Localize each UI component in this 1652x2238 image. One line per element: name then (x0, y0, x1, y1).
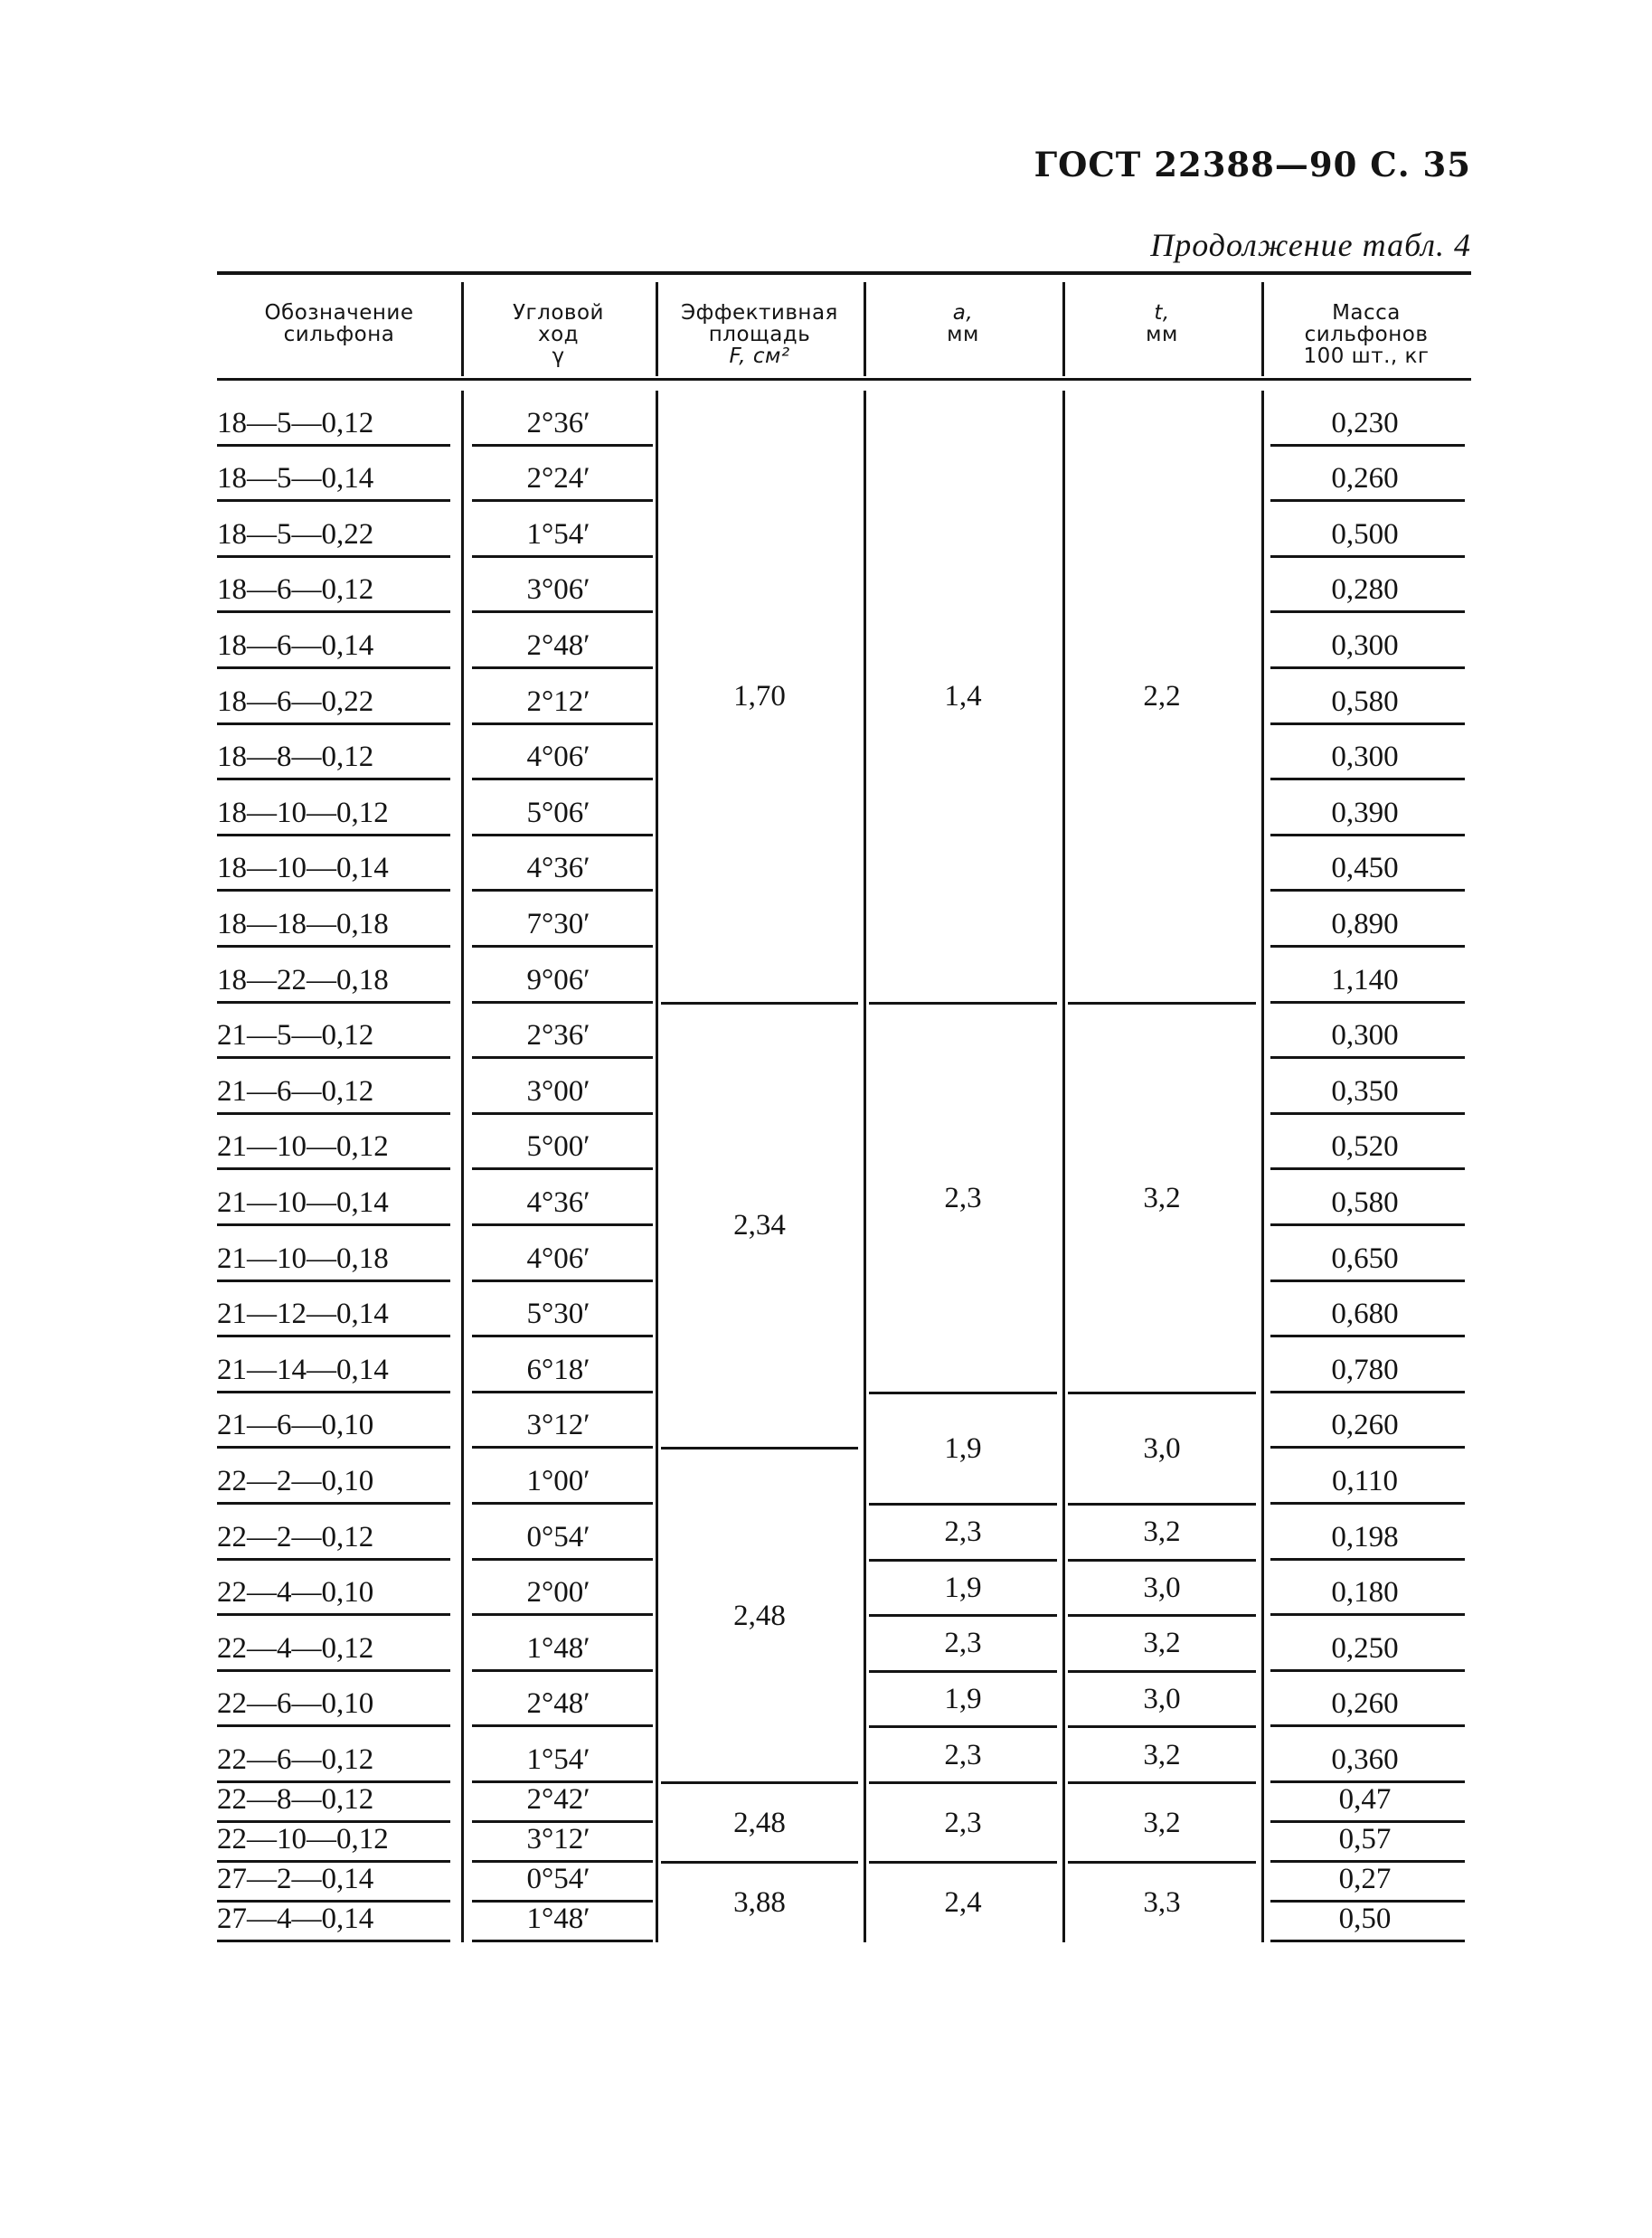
mass-cell: 0,300 (1331, 741, 1399, 774)
a-value-cell: 2,3 (944, 1516, 982, 1549)
mass-cell: 0,580 (1331, 1186, 1399, 1219)
angle-cell: 4°06′ (526, 1242, 590, 1275)
angle-cell: 2°42′ (526, 1783, 590, 1816)
body-column-divider (1062, 391, 1065, 1942)
angle-cell: 6°18′ (526, 1353, 590, 1386)
mass-cell: 0,520 (1331, 1130, 1399, 1164)
row-rule (472, 1223, 653, 1226)
angle-cell: 2°00′ (526, 1576, 590, 1610)
mass-cell: 0,180 (1331, 1576, 1399, 1610)
row-rule (217, 945, 450, 948)
column-header-mass (1261, 302, 1471, 367)
header-line: Угловой (513, 301, 604, 325)
row-rule (1270, 1669, 1465, 1672)
designation-cell: 22—4—0,12 (217, 1631, 374, 1665)
header-line: 100 шт., кг (1303, 345, 1430, 368)
row-rule (1270, 722, 1465, 725)
mass-cell: 0,890 (1331, 908, 1399, 940)
designation-cell: 22—10—0,12 (217, 1823, 389, 1856)
row-rule (217, 1391, 450, 1393)
header-line: a, (952, 301, 974, 325)
row-rule (472, 1001, 653, 1004)
a-value-cell: 2,3 (944, 1181, 982, 1214)
designation-cell: 18—6—0,14 (217, 629, 374, 662)
column-header-t (1062, 302, 1261, 345)
row-rule (1270, 1056, 1465, 1059)
row-rule (217, 1167, 450, 1170)
row-rule (472, 1940, 653, 1942)
designation-cell: 18—5—0,14 (217, 462, 374, 496)
angle-cell: 4°36′ (526, 852, 590, 885)
mass-cell: 0,360 (1331, 1743, 1399, 1776)
mass-cell: 0,27 (1338, 1863, 1392, 1895)
mass-cell: 1,140 (1331, 963, 1399, 996)
row-rule (472, 1669, 653, 1672)
row-rule (1270, 1502, 1465, 1505)
header-line: сильфона (283, 323, 395, 346)
row-rule (217, 1724, 450, 1727)
designation-cell: 21—14—0,14 (217, 1353, 389, 1386)
mass-cell: 0,198 (1331, 1520, 1399, 1553)
row-rule (217, 1669, 450, 1672)
designation-cell: 21—10—0,14 (217, 1186, 389, 1219)
row-rule (472, 1112, 653, 1115)
row-rule (217, 666, 450, 669)
mass-cell: 0,500 (1331, 517, 1399, 551)
row-rule (1270, 834, 1465, 836)
designation-cell: 21—6—0,10 (217, 1409, 374, 1442)
angle-cell: 3°12′ (526, 1409, 590, 1442)
designation-cell: 18—8—0,12 (217, 741, 374, 774)
angle-cell: 5°06′ (526, 796, 590, 829)
mass-cell: 0,250 (1331, 1631, 1399, 1665)
row-rule (1270, 610, 1465, 613)
t-value-cell: 2,2 (1143, 680, 1181, 713)
row-rule (472, 1280, 653, 1282)
row-rule (472, 1167, 653, 1170)
designation-cell: 22—6—0,10 (217, 1687, 374, 1721)
row-rule (217, 444, 450, 447)
t-value-cell: 3,2 (1143, 1516, 1181, 1549)
row-rule (472, 1558, 653, 1561)
angle-cell: 1°54′ (526, 517, 590, 551)
mass-cell: 0,390 (1331, 796, 1399, 829)
mass-cell: 0,580 (1331, 685, 1399, 718)
header-line: сильфонов (1304, 323, 1429, 346)
angle-cell: 1°00′ (526, 1465, 590, 1497)
mass-cell: 0,230 (1331, 406, 1399, 439)
column-header-effective-area (656, 302, 864, 367)
angle-cell: 9°06′ (526, 963, 590, 996)
row-rule (472, 1502, 653, 1505)
page-header: ГОСТ 22388—90 С. 35 (1034, 145, 1471, 184)
designation-cell: 21—10—0,18 (217, 1242, 389, 1275)
row-rule (217, 1112, 450, 1115)
header-line: ход (537, 323, 580, 346)
row-rule (472, 555, 653, 558)
angle-cell: 3°12′ (526, 1823, 590, 1856)
angle-cell: 2°36′ (526, 1019, 590, 1053)
a-value-cell: 1,9 (944, 1571, 982, 1604)
header-line: F, см² (729, 345, 790, 368)
row-rule (472, 945, 653, 948)
row-rule (472, 1446, 653, 1449)
row-rule (1270, 889, 1465, 892)
mass-cell: 0,260 (1331, 462, 1399, 496)
angle-cell: 1°54′ (526, 1743, 590, 1776)
a-value-cell: 1,9 (944, 1431, 982, 1465)
row-rule (217, 1335, 450, 1337)
header-column-divider (1261, 282, 1264, 376)
mass-cell: 0,780 (1331, 1353, 1399, 1386)
mass-cell: 0,110 (1331, 1465, 1399, 1497)
column-header-designation (217, 302, 461, 345)
row-rule (217, 778, 450, 780)
row-rule (1270, 1001, 1465, 1004)
angle-cell: 1°48′ (526, 1903, 590, 1935)
t-value-cell: 3,0 (1143, 1571, 1181, 1604)
designation-cell: 18—22—0,18 (217, 963, 389, 996)
designation-cell: 18—5—0,22 (217, 517, 374, 551)
row-rule (1270, 1112, 1465, 1115)
designation-cell: 21—6—0,12 (217, 1074, 374, 1108)
effective-area-cell: 1,70 (733, 680, 786, 713)
effective-area-cell: 2,48 (733, 1599, 786, 1632)
angle-cell: 4°36′ (526, 1186, 590, 1219)
row-rule (472, 499, 653, 502)
row-rule (217, 1558, 450, 1561)
angle-cell: 3°00′ (526, 1074, 590, 1108)
header-line: t, (1154, 301, 1170, 325)
angle-cell: 1°48′ (526, 1631, 590, 1665)
row-rule (472, 722, 653, 725)
t-value-cell: 3,0 (1143, 1431, 1181, 1465)
angle-cell: 3°06′ (526, 573, 590, 607)
row-rule (217, 1056, 450, 1059)
row-rule (472, 610, 653, 613)
row-rule (1270, 444, 1465, 447)
row-rule (1270, 1223, 1465, 1226)
row-rule (217, 610, 450, 613)
row-rule (472, 1056, 653, 1059)
row-rule (472, 834, 653, 836)
designation-cell: 22—2—0,12 (217, 1520, 374, 1553)
effective-area-cell: 3,88 (733, 1885, 786, 1919)
row-rule (472, 666, 653, 669)
row-rule (1270, 1558, 1465, 1561)
designation-cell: 18—5—0,12 (217, 406, 374, 439)
row-rule (217, 1001, 450, 1004)
row-rule (217, 1280, 450, 1282)
angle-cell: 2°24′ (526, 462, 590, 496)
designation-cell: 21—10—0,12 (217, 1130, 389, 1164)
designation-cell: 27—4—0,14 (217, 1903, 374, 1935)
a-value-cell: 2,3 (944, 1738, 982, 1771)
designation-cell: 18—6—0,12 (217, 573, 374, 607)
header-line: Масса (1332, 301, 1401, 325)
row-rule (472, 444, 653, 447)
header-line: Эффективная (681, 301, 838, 325)
angle-cell: 4°06′ (526, 741, 590, 774)
effective-area-cell: 2,34 (733, 1209, 786, 1242)
header-line: площадь (708, 323, 811, 346)
row-rule (472, 1391, 653, 1393)
table-continuation-caption: Продолжение табл. 4 (1150, 227, 1471, 263)
row-rule (1270, 1446, 1465, 1449)
header-line: γ (552, 345, 565, 368)
row-rule (472, 1335, 653, 1337)
mass-cell: 0,260 (1331, 1687, 1399, 1721)
angle-cell: 2°48′ (526, 1687, 590, 1721)
mass-cell: 0,50 (1338, 1903, 1392, 1935)
header-column-divider (461, 282, 464, 376)
effective-area-cell: 2,48 (733, 1806, 786, 1839)
row-rule (1270, 1613, 1465, 1616)
designation-cell: 27—2—0,14 (217, 1863, 374, 1895)
body-column-divider (656, 391, 658, 1942)
angle-cell: 2°36′ (526, 406, 590, 439)
angle-cell: 2°12′ (526, 685, 590, 718)
header-line: мм (947, 323, 979, 346)
designation-cell: 18—6—0,22 (217, 685, 374, 718)
column-header-angle (461, 302, 656, 367)
header-column-divider (1062, 282, 1065, 376)
row-rule (217, 889, 450, 892)
a-value-cell: 1,9 (944, 1683, 982, 1716)
designation-cell: 22—4—0,10 (217, 1576, 374, 1610)
t-value-cell: 3,2 (1143, 1181, 1181, 1214)
row-rule (472, 778, 653, 780)
t-value-cell: 3,2 (1143, 1806, 1181, 1839)
row-rule (1270, 1940, 1465, 1942)
column-header-a (864, 302, 1062, 345)
header-column-divider (656, 282, 658, 376)
row-rule (1270, 1167, 1465, 1170)
a-value-cell: 2,3 (944, 1627, 982, 1660)
row-rule (217, 499, 450, 502)
designation-cell: 21—12—0,14 (217, 1298, 389, 1331)
row-rule (217, 834, 450, 836)
row-rule (1270, 1724, 1465, 1727)
row-rule (1270, 1335, 1465, 1337)
row-rule (472, 1724, 653, 1727)
designation-cell: 18—10—0,14 (217, 852, 389, 885)
mass-cell: 0,57 (1338, 1823, 1392, 1856)
body-column-divider (461, 391, 464, 1942)
row-rule (1270, 666, 1465, 669)
mass-cell: 0,450 (1331, 852, 1399, 885)
mass-cell: 0,300 (1331, 629, 1399, 662)
designation-cell: 22—2—0,10 (217, 1465, 374, 1497)
mass-cell: 0,280 (1331, 573, 1399, 607)
designation-cell: 21—5—0,12 (217, 1019, 374, 1053)
table-top-rule (217, 271, 1471, 275)
mass-cell: 0,350 (1331, 1074, 1399, 1108)
t-value-cell: 3,3 (1143, 1885, 1181, 1919)
header-column-divider (864, 282, 866, 376)
body-column-divider (1261, 391, 1264, 1942)
row-rule (217, 1446, 450, 1449)
row-rule (472, 1613, 653, 1616)
designation-cell: 22—6—0,12 (217, 1743, 374, 1776)
mass-cell: 0,47 (1338, 1783, 1392, 1816)
header-line: Обозначение (264, 301, 414, 325)
designation-cell: 22—8—0,12 (217, 1783, 374, 1816)
designation-cell: 18—10—0,12 (217, 796, 389, 829)
angle-cell: 5°00′ (526, 1130, 590, 1164)
row-rule (1270, 778, 1465, 780)
angle-cell: 0°54′ (526, 1863, 590, 1895)
mass-cell: 0,680 (1331, 1298, 1399, 1331)
a-value-cell: 2,3 (944, 1806, 982, 1839)
mass-cell: 0,650 (1331, 1242, 1399, 1275)
row-rule (217, 1223, 450, 1226)
row-rule (217, 1502, 450, 1505)
row-rule (1270, 945, 1465, 948)
mass-cell: 0,300 (1331, 1019, 1399, 1053)
designation-cell: 18—18—0,18 (217, 908, 389, 940)
a-value-cell: 1,4 (944, 680, 982, 713)
row-rule (217, 722, 450, 725)
row-rule (217, 1940, 450, 1942)
row-rule (472, 889, 653, 892)
t-value-cell: 3,0 (1143, 1683, 1181, 1716)
row-rule (1270, 555, 1465, 558)
header-line: мм (1146, 323, 1178, 346)
angle-cell: 5°30′ (526, 1298, 590, 1331)
mass-cell: 0,260 (1331, 1409, 1399, 1442)
angle-cell: 7°30′ (526, 908, 590, 940)
angle-cell: 2°48′ (526, 629, 590, 662)
row-rule (1270, 1391, 1465, 1393)
angle-cell: 0°54′ (526, 1520, 590, 1553)
row-rule (217, 1613, 450, 1616)
t-value-cell: 3,2 (1143, 1627, 1181, 1660)
t-value-cell: 3,2 (1143, 1738, 1181, 1771)
a-value-cell: 2,4 (944, 1885, 982, 1919)
body-column-divider (864, 391, 866, 1942)
row-rule (1270, 1280, 1465, 1282)
header-bottom-rule (217, 378, 1471, 381)
row-rule (217, 555, 450, 558)
row-rule (1270, 499, 1465, 502)
